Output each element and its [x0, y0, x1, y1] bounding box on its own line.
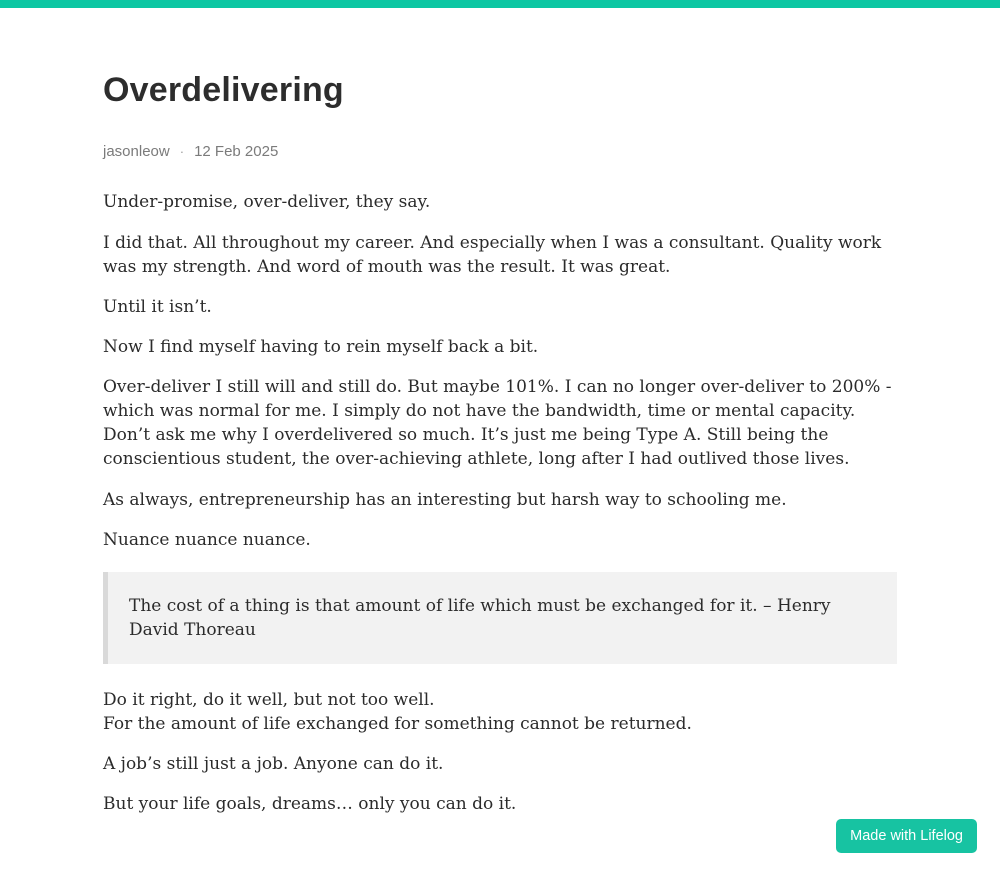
- paragraph: Over-deliver I still will and still do. But maybe 101%. I can no longer over-deliver to 200% - which was normal for me. I simply do not have the bandwidth, time or mental capacity. Don’t ask me why I overdelivered so much. It’s just me being Type A. Still being the conscientious student, the over-achieving athlete, long after I had outlived those lives.: [103, 377, 892, 470]
- post-container: [103, 8, 897, 817]
- paragraph: As always, entrepreneurship has an interesting but harsh way to schooling me.: [103, 489, 787, 510]
- paragraph: But your life goals, dreams… only you can do it.: [103, 794, 517, 815]
- paragraph: I did that. All throughout my career. And especially when I was a consultant. Quality work was my strength. And word of mouth was the result. It was great.: [103, 232, 882, 277]
- paragraph: Under-promise, over-deliver, they say.: [103, 192, 431, 213]
- post-date: 12 Feb 2025: [194, 143, 279, 161]
- brand-top-bar: [0, 0, 1000, 8]
- post-byline: [103, 143, 897, 160]
- blockquote: [103, 572, 897, 664]
- paragraph: Now I find myself having to rein myself back a bit.: [103, 336, 539, 357]
- post-article: [103, 72, 897, 817]
- paragraph-line: For the amount of life exchanged for something cannot be returned.: [103, 714, 692, 735]
- paragraph: Until it isn’t.: [103, 296, 212, 317]
- author-link[interactable]: jasonleow: [103, 143, 170, 161]
- quote-text: The cost of a thing is that amount of life which must be exchanged for it. – Henry David Thoreau: [129, 595, 831, 640]
- post-title: Overdelivering: [103, 71, 344, 109]
- paragraph: [103, 688, 897, 736]
- paragraph: Nuance nuance nuance.: [103, 529, 311, 550]
- paragraph-line: Do it right, do it well, but not too well.: [103, 690, 435, 711]
- made-with-lifelog-button[interactable]: Made with Lifelog: [836, 819, 977, 853]
- post-body: [103, 190, 897, 816]
- byline-separator: ·: [179, 144, 185, 160]
- paragraph: A job’s still just a job. Anyone can do it.: [103, 754, 444, 775]
